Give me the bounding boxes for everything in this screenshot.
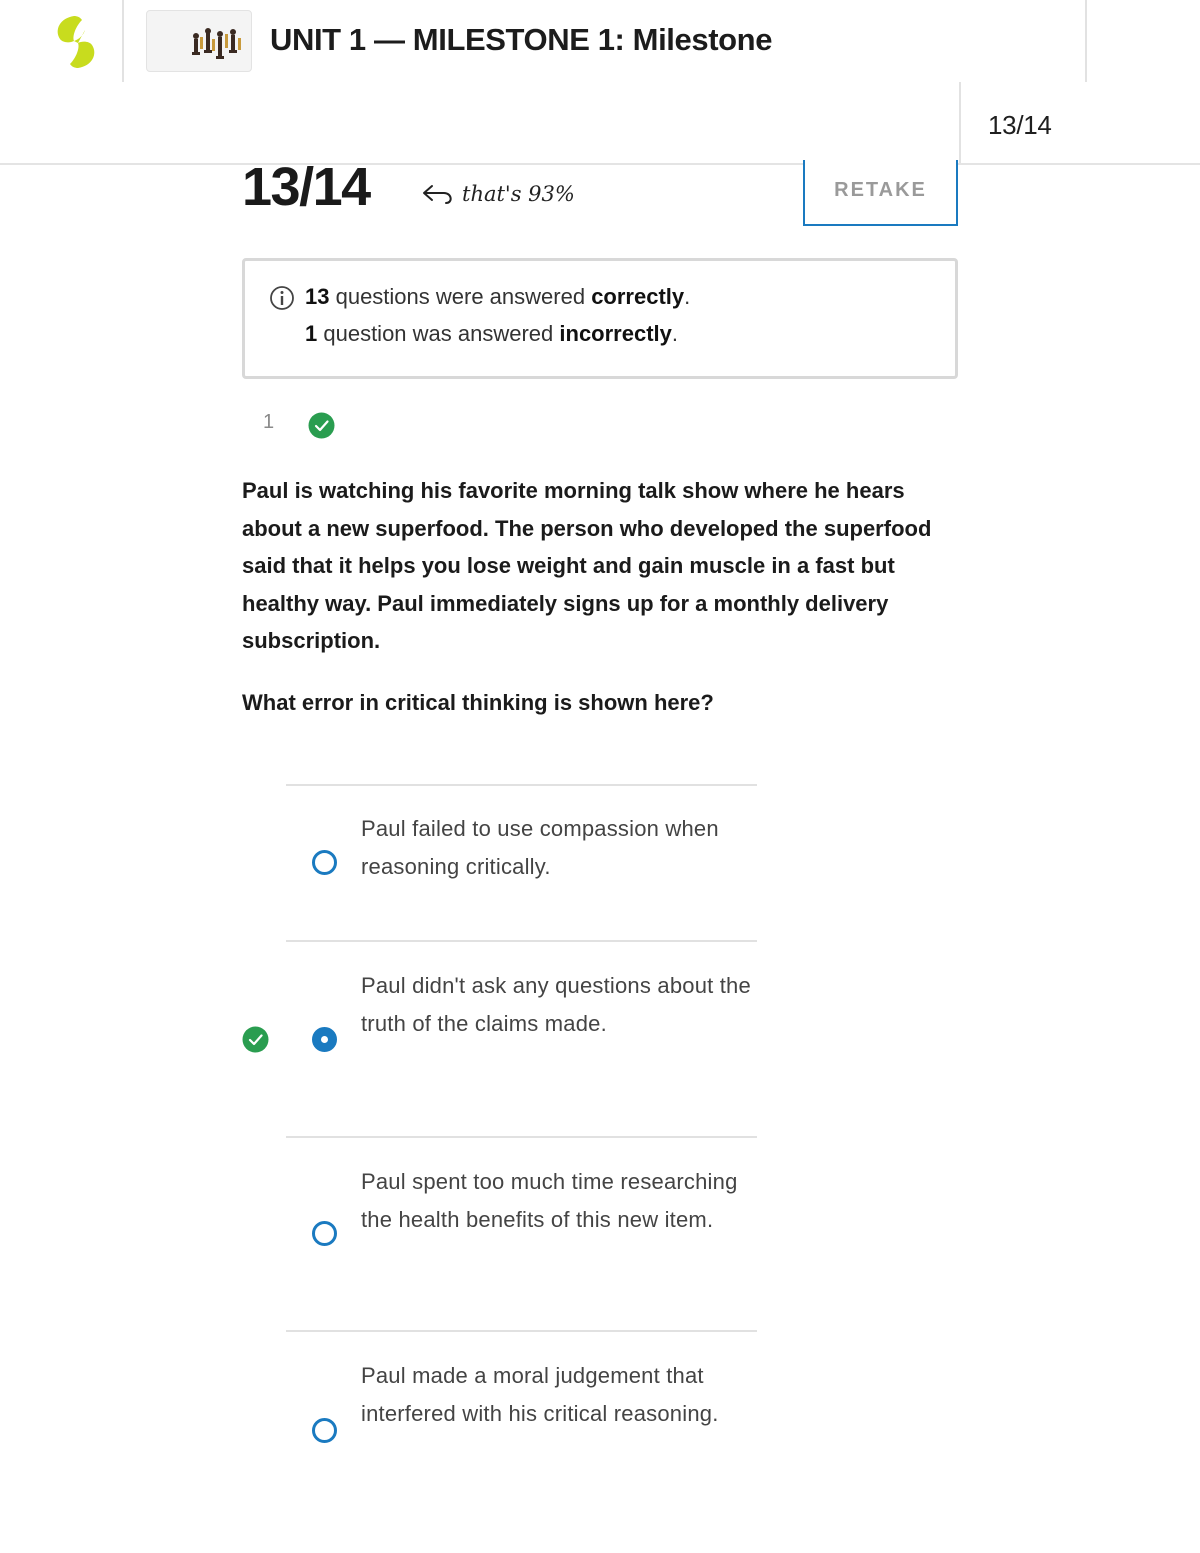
header-divider <box>122 0 124 82</box>
info-icon <box>269 285 295 311</box>
radio-button[interactable] <box>312 1221 337 1246</box>
subheader-border <box>0 163 1200 165</box>
question-text: Paul is watching his favorite morning talk show where he hears about a new superfood. The person who developed the superfood said that it helps you lose weight and gain muscle in a fast but healthy way. Paul immediately signs up for a monthly delivery subscription. <box>242 478 932 653</box>
curved-arrow-icon <box>422 183 456 205</box>
answer-option-label: Paul failed to use compassion when reasoning critically. <box>361 816 719 879</box>
answer-option-d[interactable] <box>240 1332 760 1522</box>
summary-correct <box>305 284 690 310</box>
correct-check-icon <box>242 1026 269 1053</box>
answer-option-b[interactable] <box>240 942 760 1136</box>
summary-incorrect <box>305 321 678 347</box>
summary-text: questions were answered <box>329 284 592 309</box>
results-summary <box>242 258 958 379</box>
radio-button-selected[interactable] <box>312 1027 337 1052</box>
question-number: 1 <box>263 411 275 433</box>
retake-button[interactable]: RETAKE <box>803 160 958 226</box>
incorrect-word: incorrectly <box>559 321 672 346</box>
radio-button[interactable] <box>312 850 337 875</box>
summary-period: . <box>671 321 679 346</box>
score-indicator: 13/14 <box>988 110 1052 140</box>
chess-pieces-icon <box>191 25 245 61</box>
answer-option-label: Paul made a moral judgement that interfered with his critical reasoning. <box>361 1363 719 1426</box>
answer-option-a[interactable] <box>240 786 760 940</box>
header-divider <box>1085 0 1087 82</box>
page-title: UNIT 1 — MILESTONE 1: Milestone <box>270 22 773 57</box>
score-percentage: that's 93% <box>462 182 575 206</box>
question-prompt: What error in critical thinking is shown here? <box>242 690 714 715</box>
summary-text: question was answered <box>317 321 560 346</box>
subheader-divider <box>959 82 961 164</box>
brand-logo-icon[interactable] <box>52 12 100 72</box>
answer-option-label: Paul spent too much time researching the health benefits of this new item. <box>361 1169 738 1232</box>
radio-button[interactable] <box>312 1418 337 1443</box>
correct-check-icon <box>308 412 335 439</box>
incorrect-count: 1 <box>305 321 318 346</box>
answer-option-c[interactable] <box>240 1138 760 1330</box>
correct-word: correctly <box>591 284 685 309</box>
top-header <box>0 0 1200 82</box>
summary-period: . <box>684 284 691 309</box>
answer-option-label: Paul didn't ask any questions about the truth of the claims made. <box>361 973 751 1036</box>
course-thumbnail <box>146 10 252 72</box>
score-annotation <box>422 182 575 206</box>
score-total: 13/14 <box>242 157 370 217</box>
correct-count: 13 <box>305 284 330 309</box>
